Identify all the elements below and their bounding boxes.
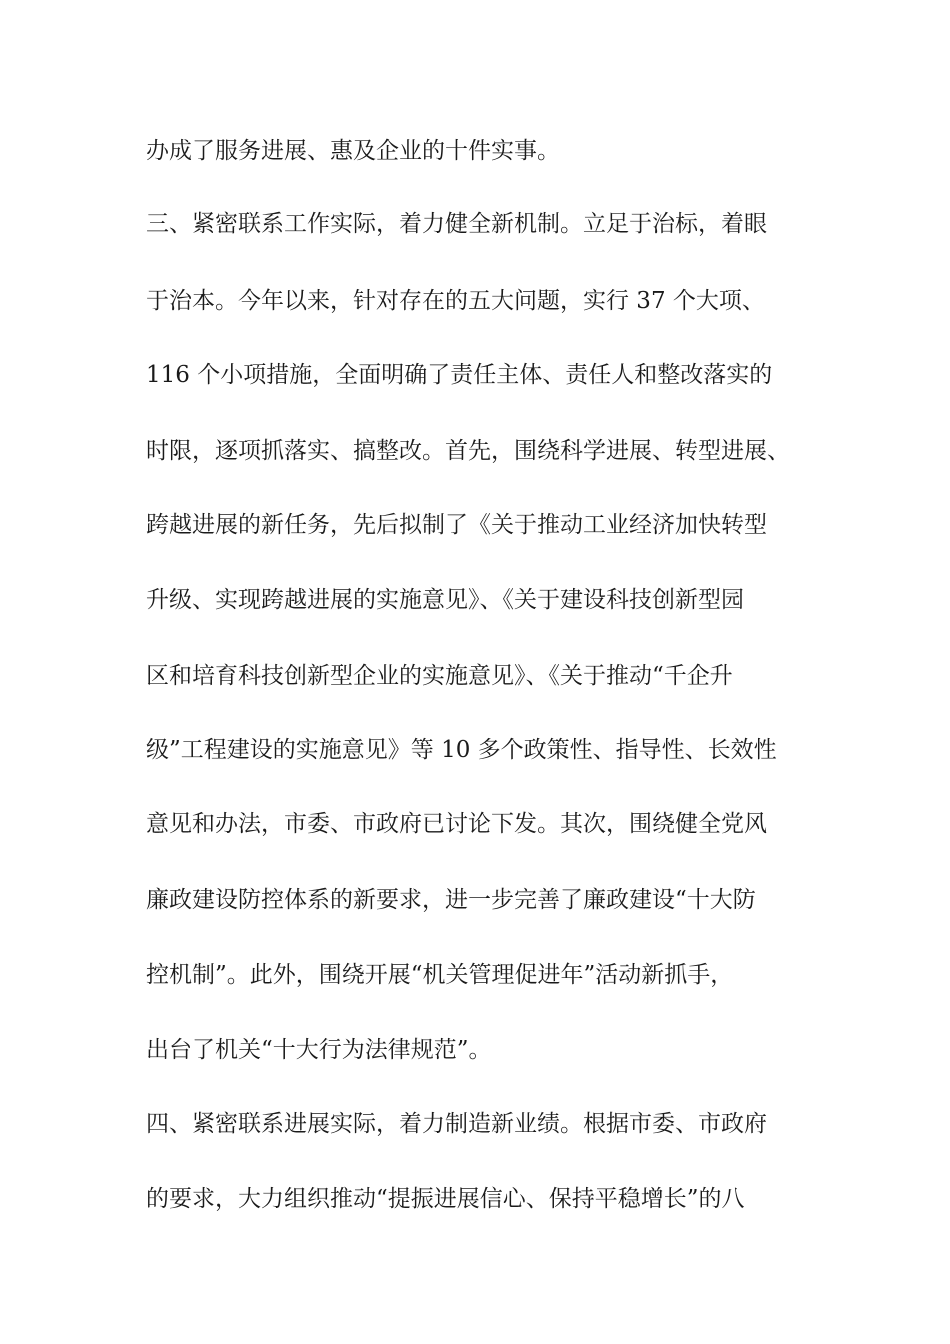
text-line-4: 116 个小项措施，全面明确了责任主体、责任人和整改落实的	[146, 362, 773, 388]
text-line-14: 四、紧密联系进展实际，着力制造新业绩。根据市委、市政府	[146, 1111, 767, 1137]
text-line-12: 控机制”。此外，围绕开展“机关管理促进年”活动新抓手，	[146, 962, 734, 988]
text-line-1: 办成了服务进展、惠及企业的十件实事。	[146, 138, 560, 164]
text-line-8: 区和培育科技创新型企业的实施意见》、《关于推动“千企升	[146, 663, 733, 689]
text-line-7: 升级、实现跨越进展的实施意见》、《关于建设科技创新型园	[146, 587, 744, 613]
text-line-2: 三、紧密联系工作实际，着力健全新机制。立足于治标，着眼	[146, 211, 767, 237]
text-line-9: 级”工程建设的实施意见》等 10 多个政策性、指导性、长效性	[146, 737, 777, 763]
text-line-11: 廉政建设防控体系的新要求，进一步完善了廉政建设“十大防	[146, 887, 756, 913]
text-line-10: 意见和办法，市委、市政府已讨论下发。其次，围绕健全党风	[146, 811, 767, 837]
text-line-5: 时限，逐项抓落实、搞整改。首先，围绕科学进展、转型进展、	[146, 438, 790, 464]
text-line-3: 于治本。今年以来，针对存在的五大问题，实行 37 个大项、	[146, 288, 765, 314]
text-line-15: 的要求，大力组织推动“提振进展信心、保持平稳增长”的八	[146, 1186, 745, 1212]
text-line-13: 出台了机关“十大行为法律规范”。	[146, 1037, 492, 1063]
text-line-6: 跨越进展的新任务，先后拟制了《关于推动工业经济加快转型	[146, 512, 767, 538]
